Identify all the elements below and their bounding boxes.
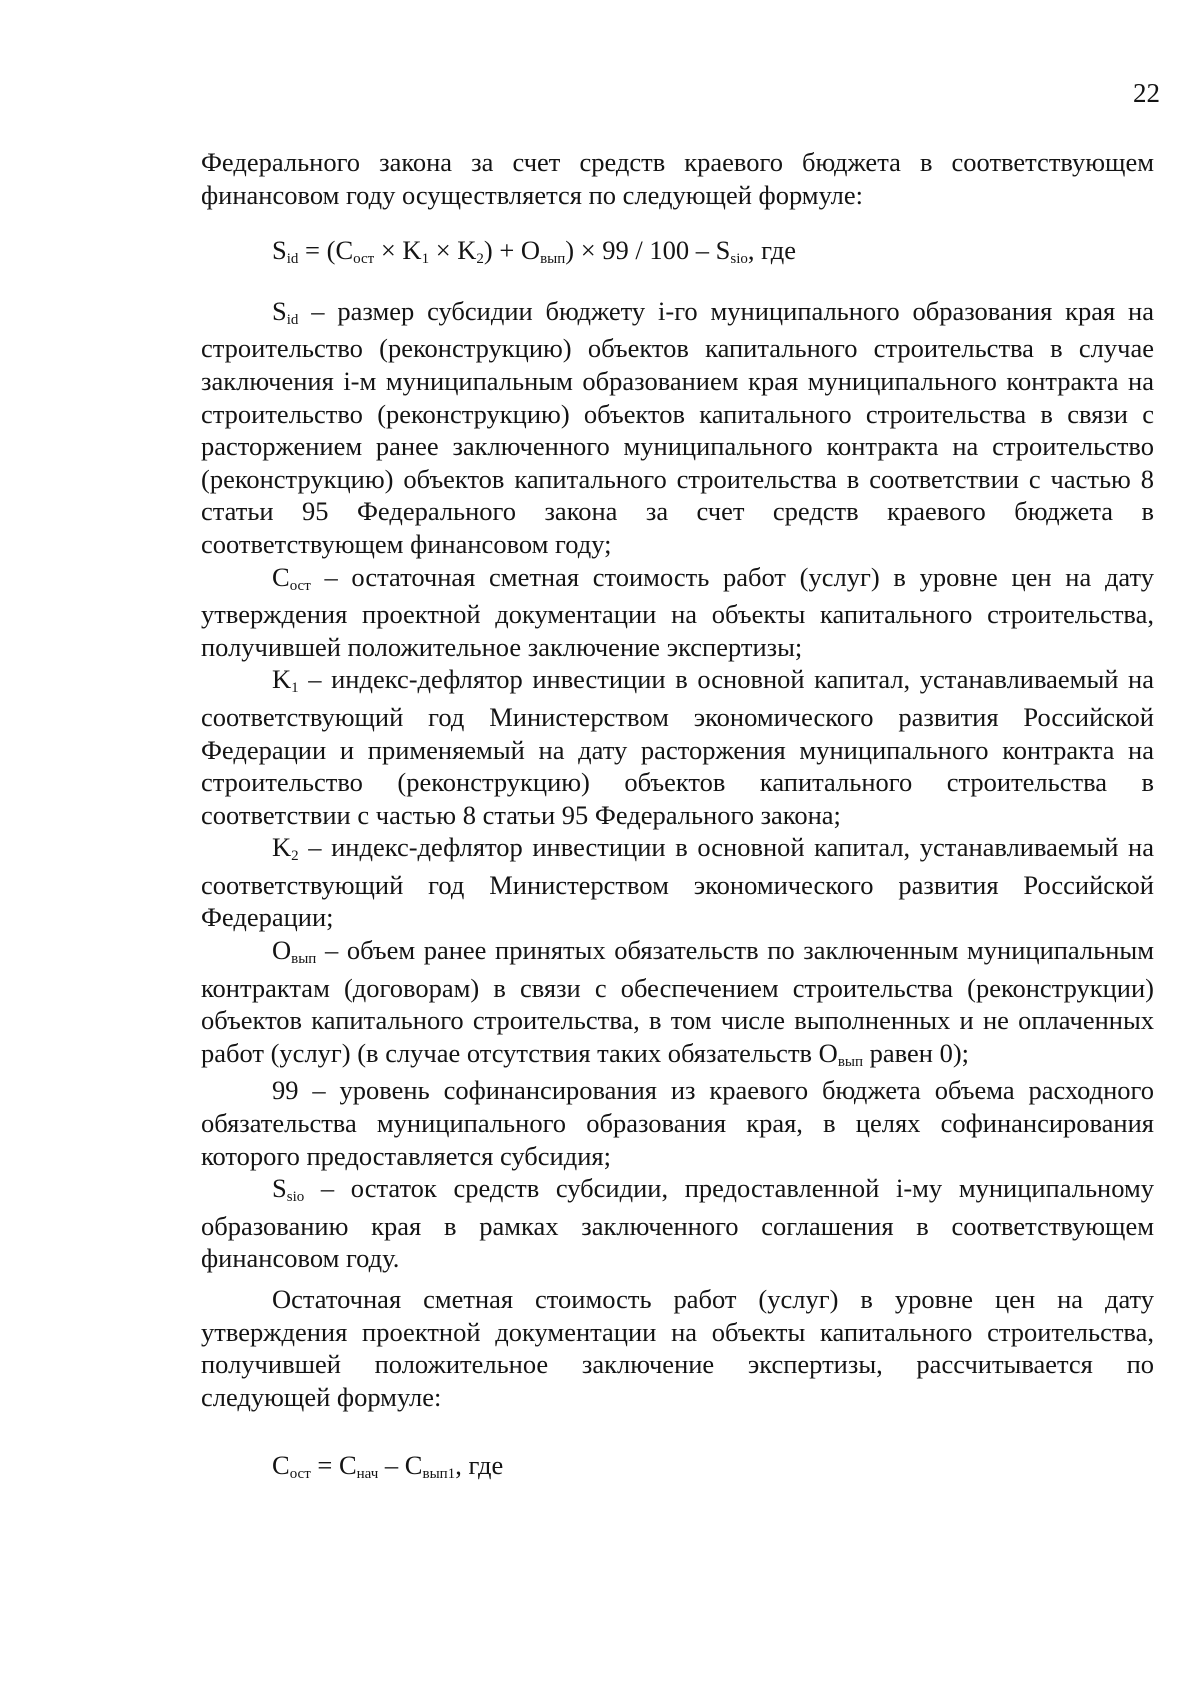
formula-part: – C <box>378 1450 423 1481</box>
definition-symbol: C <box>272 561 290 592</box>
definition-subscript: 2 <box>291 848 299 865</box>
formula-part: = C <box>310 1450 357 1481</box>
definition-text: – остаток средств субсидии, предоставленной i-му муниципальному образованию края в рамках заключенного соглашения в соответствующем финансовом году. <box>201 1173 1154 1274</box>
definition-text: – индекс-дефлятор инвестиции в основной капитал, устанавливаемый на соответствующий год Министерством экономического развития Российской Федерации; <box>201 832 1154 933</box>
definition-k1 <box>201 663 1154 831</box>
formula-symbol: C <box>272 1450 290 1481</box>
formula-subscript: 2 <box>476 251 484 268</box>
definition-text: – остаточная сметная стоимость работ (услуг) в уровне цен на дату утверждения проектной документации на объекты капитального строительства, получившей положительное заключение экспертизы; <box>201 561 1154 662</box>
definition-symbol: 99 <box>272 1075 299 1106</box>
formula-part: × K <box>374 235 422 266</box>
formula-symbol: S <box>272 235 287 266</box>
formula-subscript: id <box>286 251 299 268</box>
residual-cost-paragraph: Остаточная сметная стоимость работ (услуг) в уровне цен на дату утверждения проектной документации на объекты капитального строительства, получившей положительное заключение экспертизы, рассчитывается по следующей формуле: <box>201 1284 1154 1412</box>
definition-ssio <box>201 1172 1154 1275</box>
definition-text: равен 0); <box>863 1037 970 1068</box>
definition-subscript: вып <box>291 951 317 968</box>
formula-subsidy <box>201 234 1154 272</box>
definition-text: – размер субсидии бюджету i-го муниципального образования края на строительство (реконструкцию) объектов капитального строительства в случае заключения i-м муниципальным образованием края муниципального контракта на строительство (реконструкцию) объектов капитального строительства в связи с расторжением ранее заключенного муниципального контракта на строительство (реконструкцию) объектов капитального строительства в соответствии с частью 8 статьи 95 Федерального закона за счет средств краевого бюджета в соответствующем финансовом году; <box>201 295 1154 559</box>
definition-symbol: O <box>272 935 292 966</box>
formula-part: × K <box>429 235 477 266</box>
definition-symbol: K <box>272 664 292 695</box>
formula-subscript: 1 <box>421 251 430 268</box>
formula-part: ) × 99 / 100 – S <box>565 235 731 266</box>
definition-symbol: S <box>272 295 287 326</box>
definition-k2 <box>201 831 1154 934</box>
definition-99 <box>201 1074 1154 1172</box>
formula-part: , где <box>747 235 796 266</box>
definition-symbol: S <box>272 1173 287 1204</box>
formula-residual-cost <box>201 1449 1154 1487</box>
formula-subscript: нач <box>356 1466 379 1483</box>
definition-subscript: sio <box>286 1189 305 1206</box>
formula-subscript: ост <box>289 1466 311 1483</box>
definition-sid <box>201 295 1154 561</box>
definition-symbol: K <box>272 832 292 863</box>
formula-part: ) + O <box>483 235 541 266</box>
intro-paragraph: Федерального закона за счет средств краевого бюджета в соответствующем финансовом году осуществляется по следующей формуле: <box>201 147 1154 210</box>
definition-text: – уровень софинансирования из краевого бюджета объема расходного обязательства муниципального образования края, в целях софинансирования которого предоставляется субсидия; <box>201 1075 1154 1171</box>
definition-text: – индекс-дефлятор инвестиции в основной капитал, устанавливаемый на соответствующий год Министерством экономического развития Российской Федерации и применяемый на дату расторжения муниципального контракта на строительство (реконструкцию) объектов капитального строительства в соответствии с частью 8 статьи 95 Федерального закона; <box>201 664 1154 830</box>
definition-subscript: вып <box>837 1053 864 1070</box>
page-content <box>201 146 1154 1487</box>
formula-part: = (C <box>298 235 354 266</box>
formula-subscript: ост <box>353 251 375 268</box>
formula-subscript: sio <box>730 251 748 268</box>
formula-part: , где <box>455 1450 504 1481</box>
formula-subscript: вып <box>540 251 566 268</box>
definition-subscript: 1 <box>291 680 299 697</box>
definition-cost <box>201 561 1154 664</box>
definition-text: – объем ранее принятых обязательств по заключенным муниципальным контрактам (договорам) в связи с обеспечением строительства (реконструкции) объектов капитального строительства, в том числе выполненных и не оплаченных работ (услуг) (в случае отсутствия таких обязательств O <box>201 935 1154 1068</box>
definition-subscript: id <box>286 311 299 328</box>
definition-ovyp <box>201 934 1154 1074</box>
formula-subscript: вып1 <box>422 1466 456 1483</box>
definition-subscript: ост <box>289 577 311 594</box>
page-number: 22 <box>1133 78 1160 108</box>
